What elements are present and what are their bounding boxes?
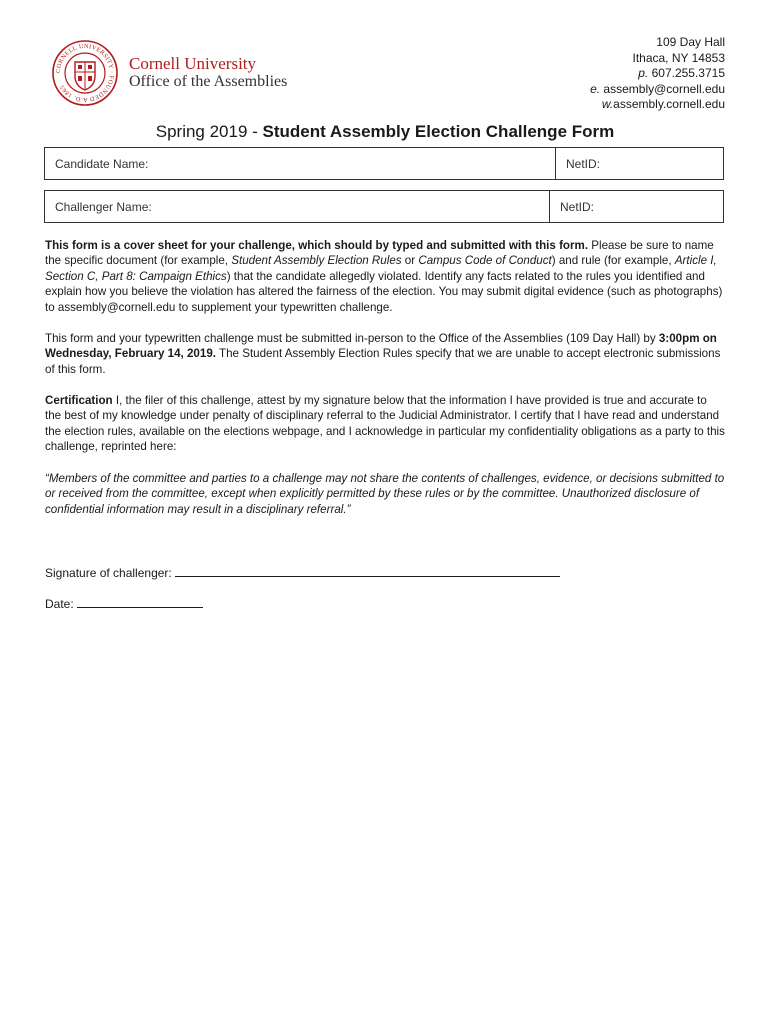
web-value[interactable]: assembly.cornell.edu <box>613 97 725 112</box>
instructions-text-1: Please be sure to name the specific document (for example, <box>45 239 714 268</box>
candidate-name-label: Candidate Name: <box>55 156 149 171</box>
date-line[interactable] <box>45 595 203 611</box>
svg-text:CORNELL UNIVERSITY · FOUNDED A: CORNELL UNIVERSITY · FOUNDED A.D. 1865 <box>54 42 116 104</box>
certification-paragraph <box>45 393 725 455</box>
cornell-seal-logo <box>52 40 118 106</box>
web-label: w. <box>601 97 614 112</box>
confidentiality-quote: “Members of the committee and parties to a challenge may not share the contents of challenges, evidence, or decisions submitted to or received from the committee, except when explicitly permitted by these rules or by the committee. Unauthorized disclosure of confidential information may result in a disciplinary referral.” <box>45 472 725 516</box>
web-line <box>590 97 725 113</box>
address-line-1: 109 Day Hall <box>656 35 725 49</box>
date-label: Date: <box>45 597 74 611</box>
certification-text: I, the filer of this challenge, attest by my signature below that the information I have provided is true and accurate to the best of my knowledge under penalty of disciplinary referral to the Judicial Administrator. I certify that I have read and understand the election rules, available on the elections webpage, and I acknowledge in particular my confidentiality obligations as a party to this challenge, reprinted here: <box>45 394 725 454</box>
deadline-text-2: The Student Assembly Election Rules specify that we are unable to accept electronic submissions of this form. <box>45 347 721 376</box>
email-label: e. <box>590 81 601 96</box>
title-main: Student Assembly Election Challenge Form <box>262 122 615 141</box>
signature-blank[interactable] <box>175 564 560 577</box>
candidate-row <box>44 147 724 180</box>
address-block <box>590 35 725 113</box>
challenger-netid-field[interactable] <box>550 191 723 222</box>
instructions-text-3: ) and rule (for example, <box>551 254 675 268</box>
instructions-paragraph <box>45 238 725 315</box>
instructions-bold: This form is a cover sheet for your challenge, which should by typed and submitted with this form. <box>45 239 589 252</box>
instructions-italic-2: Campus Code of Conduct <box>418 254 552 268</box>
instructions-italic-1: Student Assembly Election Rules <box>231 254 402 268</box>
challenger-netid-label: NetID: <box>560 199 595 214</box>
phone-value: 607.255.3715 <box>651 66 725 81</box>
date-blank[interactable] <box>77 595 203 608</box>
org-name: Cornell University <box>129 54 257 73</box>
candidate-netid-field[interactable] <box>556 148 723 179</box>
instructions-text-4: ) that the candidate allegedly violated. Identify any facts related to the rules you identified and explain how you believe the violation has altered the fairness of the election. You may submit digital evidence (such as photographs) to assembly@cornell.edu to supplement your typewritten challenge. <box>45 269 723 314</box>
signature-label: Signature of challenger: <box>45 566 172 580</box>
email-line <box>590 82 725 98</box>
deadline-bold: 3:00pm on Wednesday, February 14, 2019. <box>45 332 717 361</box>
signature-line[interactable] <box>45 564 560 580</box>
certification-heading: Certification <box>45 394 113 407</box>
form-title <box>0 122 770 142</box>
candidate-name-field[interactable] <box>45 148 555 179</box>
address-line-2: Ithaca, NY 14853 <box>632 50 725 65</box>
phone-label: p. <box>638 66 649 81</box>
challenger-name-label: Challenger Name: <box>55 199 152 214</box>
office-name: Office of the Assemblies <box>129 73 288 90</box>
title-prefix: Spring 2019 - <box>155 122 263 141</box>
challenger-name-field[interactable] <box>45 191 549 222</box>
deadline-text-1: This form and your typewritten challenge must be submitted in-person to the Office of the Assemblies (109 Day Hall) by <box>45 332 659 345</box>
challenger-row <box>44 190 724 223</box>
candidate-netid-label: NetID: <box>566 156 601 171</box>
deadline-paragraph <box>45 331 725 377</box>
phone-line <box>590 66 725 82</box>
instructions-italic-3: Article I, Section C, Part 8: Campaign Ethics <box>45 254 717 283</box>
org-block <box>129 55 287 91</box>
email-value[interactable]: assembly@cornell.edu <box>603 81 725 96</box>
instructions-text-2: or <box>401 254 419 268</box>
